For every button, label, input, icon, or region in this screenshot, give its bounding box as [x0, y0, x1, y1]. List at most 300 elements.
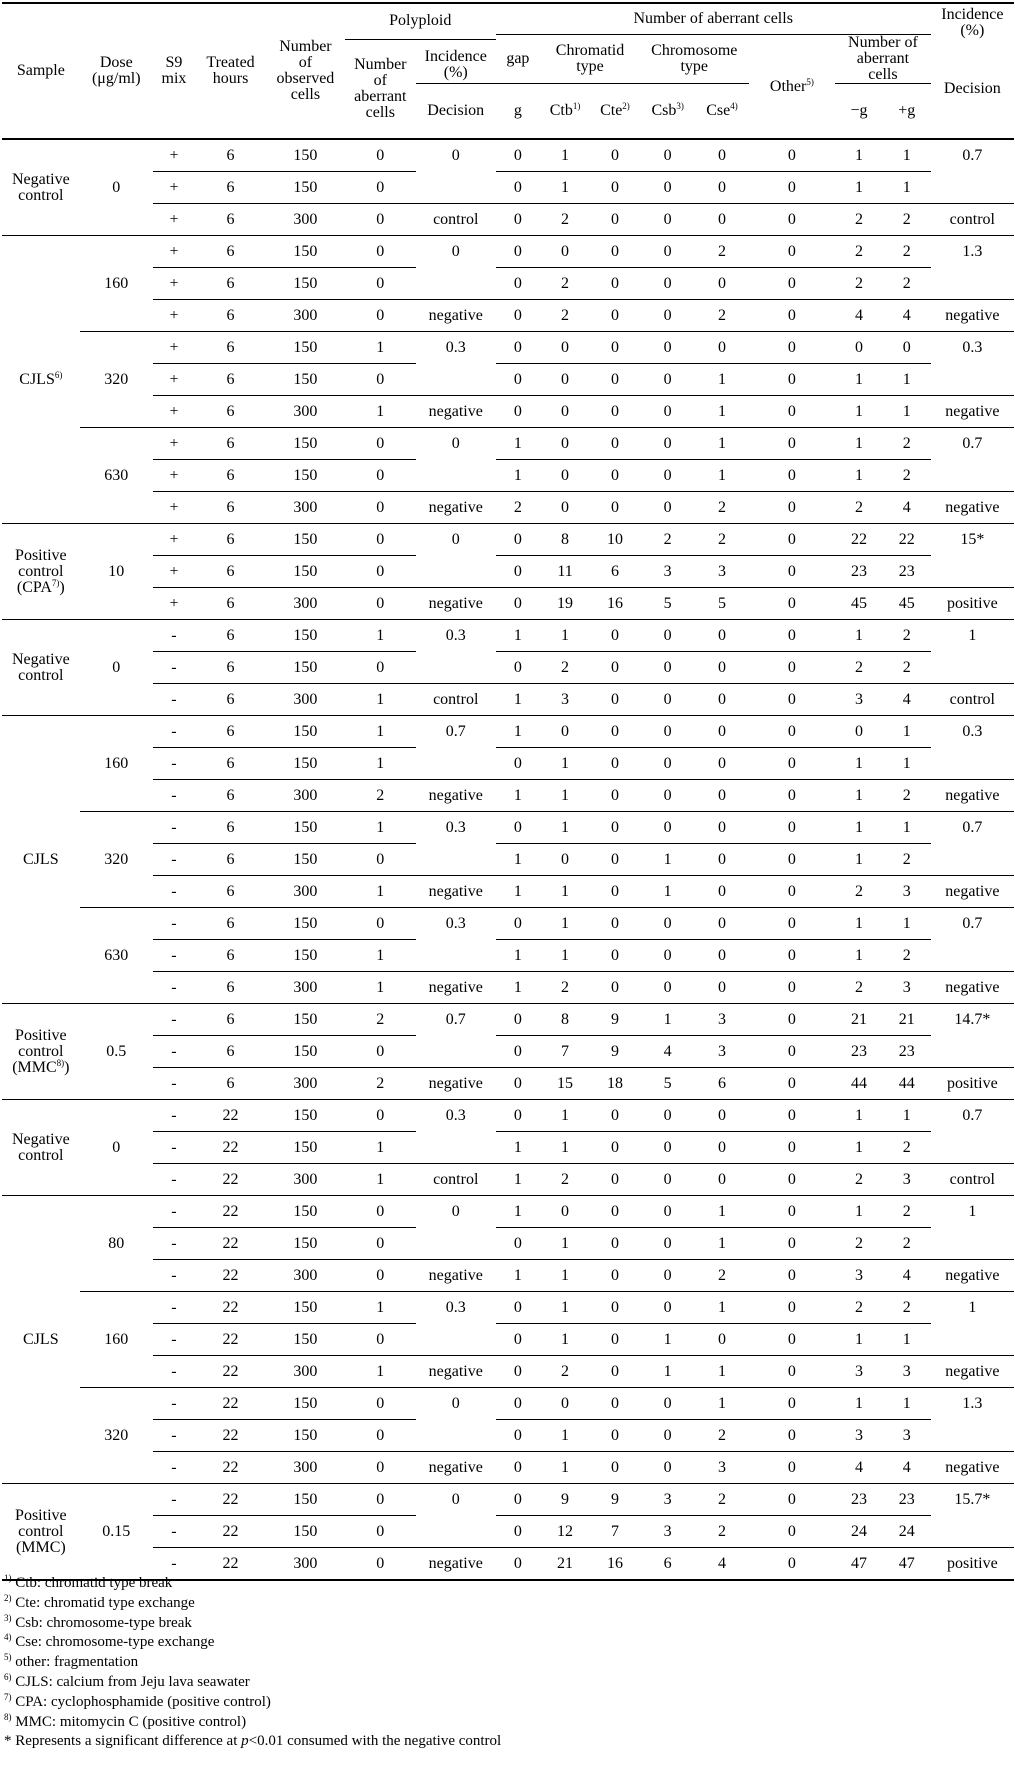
observed-cell: 300 — [266, 1260, 345, 1292]
gap-cell: 0 — [496, 524, 540, 556]
incidence-cell: 0.7 — [931, 139, 1014, 172]
cte-cell: 0 — [590, 876, 640, 908]
table-row — [2, 172, 1014, 204]
polyploid-incidence-cell — [416, 1516, 496, 1548]
hours-cell: 22 — [195, 1164, 266, 1196]
gap-cell: 0 — [496, 364, 540, 396]
table-body — [2, 139, 1014, 1580]
footnote-text: other: fragmentation — [11, 1654, 139, 1671]
significance-note-suffix: <0.01 consumed with the negative control — [248, 1733, 502, 1750]
cse-cell: 1 — [695, 1292, 748, 1324]
other-cell: 0 — [749, 1420, 836, 1452]
minus-g-cell: 1 — [835, 428, 883, 460]
polyploid-incidence-cell — [416, 940, 496, 972]
table-row — [2, 1292, 1014, 1324]
hours-cell: 6 — [195, 972, 266, 1004]
s9-cell: - — [153, 1100, 195, 1132]
plus-g-cell: 1 — [883, 396, 931, 428]
observed-cell: 300 — [266, 492, 345, 524]
hours-cell: 6 — [195, 428, 266, 460]
polyploid-number-cell: 1 — [345, 396, 416, 428]
s9-cell: + — [153, 556, 195, 588]
plus-g-cell: 1 — [883, 1324, 931, 1356]
polyploid-number-cell: 0 — [345, 428, 416, 460]
other-cell: 0 — [749, 332, 836, 364]
dose-cell: 630 — [80, 908, 153, 1004]
gap-cell: 1 — [496, 940, 540, 972]
footnotes — [4, 1574, 501, 1752]
plus-g-cell: 1 — [883, 139, 931, 172]
hours-cell: 6 — [195, 300, 266, 332]
observed-cell: 150 — [266, 1004, 345, 1036]
s9-cell: - — [153, 940, 195, 972]
gap-cell: 1 — [496, 1164, 540, 1196]
observed-cell: 150 — [266, 364, 345, 396]
polyploid-incidence-cell — [416, 460, 496, 492]
cte-cell: 0 — [590, 748, 640, 780]
ctb-cell: 2 — [540, 300, 590, 332]
incidence-cell: 0.3 — [931, 332, 1014, 364]
csb-cell: 6 — [640, 1548, 695, 1581]
plus-g-cell: 21 — [883, 1004, 931, 1036]
decision-header: Decision — [931, 39, 1014, 139]
incidence-cell: negative — [931, 1356, 1014, 1388]
other-cell: 0 — [749, 1068, 836, 1100]
s9-cell: + — [153, 460, 195, 492]
cse-cell: 3 — [695, 1036, 748, 1068]
cte-cell: 0 — [590, 139, 640, 172]
other-cell: 0 — [749, 876, 836, 908]
csb-cell: 0 — [640, 1388, 695, 1420]
cte-cell: 0 — [590, 780, 640, 812]
hours-cell: 22 — [195, 1356, 266, 1388]
table-row — [2, 844, 1014, 876]
gap-cell: 1 — [496, 1132, 540, 1164]
incidence-cell: 0.7 — [931, 908, 1014, 940]
minus-g-cell: 1 — [835, 396, 883, 428]
observed-cell: 150 — [266, 268, 345, 300]
cse-cell: 2 — [695, 1260, 748, 1292]
csb-cell: 0 — [640, 748, 695, 780]
csb-cell: 0 — [640, 364, 695, 396]
cse-cell: 0 — [695, 844, 748, 876]
polyploid-incidence-cell: negative — [416, 876, 496, 908]
polyploid-incidence-cell: 0.7 — [416, 1004, 496, 1036]
incidence-cell: positive — [931, 1068, 1014, 1100]
hours-cell: 6 — [195, 204, 266, 236]
incidence-cell: negative — [931, 396, 1014, 428]
incidence-cell — [931, 748, 1014, 780]
table-row — [2, 524, 1014, 556]
polyploid-incidence-cell: negative — [416, 1548, 496, 1581]
polyploid-incidence-cell — [416, 1228, 496, 1260]
ctb-cell: 0 — [540, 460, 590, 492]
sample-cell — [2, 1004, 80, 1100]
observed-cell: 150 — [266, 236, 345, 268]
footnote-text: MMC: mitomycin C (positive control) — [11, 1713, 247, 1730]
polyploid-incidence-cell: 0 — [416, 1484, 496, 1516]
polyploid-incidence-cell: 0 — [416, 139, 496, 172]
cte-cell: 6 — [590, 556, 640, 588]
table-row — [2, 332, 1014, 364]
cse-cell: 0 — [695, 716, 748, 748]
footnote-text: CJLS: calcium from Jeju lava seawater — [11, 1673, 250, 1690]
ctb-cell: 1 — [540, 908, 590, 940]
cse-cell: 2 — [695, 236, 748, 268]
cse-cell: 1 — [695, 364, 748, 396]
ctb-cell: 2 — [540, 652, 590, 684]
csb-cell: 1 — [640, 1356, 695, 1388]
polyploid-incidence-cell: 0 — [416, 1388, 496, 1420]
other-cell: 0 — [749, 588, 836, 620]
cte-cell: 0 — [590, 908, 640, 940]
polyploid-number-cell: 0 — [345, 556, 416, 588]
polyploid-incidence-cell: negative — [416, 1260, 496, 1292]
polyploid-number-cell: 1 — [345, 940, 416, 972]
cte-cell: 16 — [590, 1548, 640, 1581]
ctb-cell: 7 — [540, 1036, 590, 1068]
cse-cell: 6 — [695, 1068, 748, 1100]
hours-cell: 6 — [195, 780, 266, 812]
ctb-cell: 12 — [540, 1516, 590, 1548]
gap-cell: 0 — [496, 1068, 540, 1100]
observed-cell: 300 — [266, 972, 345, 1004]
s9-cell: - — [153, 1548, 195, 1581]
other-cell: 0 — [749, 236, 836, 268]
polyploid-number-cell: 1 — [345, 1132, 416, 1164]
polyploid-number-cell: 0 — [345, 172, 416, 204]
hours-cell: 6 — [195, 492, 266, 524]
footnote-text: Cse: chromosome-type exchange — [11, 1634, 215, 1651]
hours-cell: 6 — [195, 364, 266, 396]
cte-cell: 0 — [590, 1292, 640, 1324]
incidence-cell — [931, 1228, 1014, 1260]
footnote-number: 1) — [4, 1573, 12, 1583]
incidence-cell: negative — [931, 780, 1014, 812]
ctb-cell: 1 — [540, 812, 590, 844]
plus-g-cell: 4 — [883, 300, 931, 332]
polyploid-number-cell: 0 — [345, 1228, 416, 1260]
table-row — [2, 204, 1014, 236]
csb-cell: 1 — [640, 844, 695, 876]
minus-g-cell: 0 — [835, 332, 883, 364]
polyploid-number-cell: 0 — [345, 139, 416, 172]
plus-g-header: +g — [883, 84, 931, 140]
plus-g-cell: 3 — [883, 1356, 931, 1388]
other-cell: 0 — [749, 972, 836, 1004]
sample-label: CJLS — [23, 1330, 59, 1348]
incidence-cell: 0.7 — [931, 428, 1014, 460]
s9-cell: + — [153, 268, 195, 300]
plus-g-cell: 1 — [883, 1388, 931, 1420]
csb-cell: 1 — [640, 1324, 695, 1356]
incidence-cell — [931, 1516, 1014, 1548]
observed-cell: 150 — [266, 908, 345, 940]
observed-cell: 150 — [266, 844, 345, 876]
cse-cell: 1 — [695, 1196, 748, 1228]
polyploid-number-cell: 1 — [345, 1356, 416, 1388]
s9-cell: - — [153, 652, 195, 684]
sample-cell — [2, 716, 80, 1004]
observed-cell: 150 — [266, 1484, 345, 1516]
gap-cell: 0 — [496, 1324, 540, 1356]
csb-cell: 3 — [640, 1516, 695, 1548]
plus-g-cell: 1 — [883, 812, 931, 844]
csb-cell: 5 — [640, 1068, 695, 1100]
ctb-cell: 1 — [540, 780, 590, 812]
observed-cell: 300 — [266, 780, 345, 812]
minus-g-cell: 45 — [835, 588, 883, 620]
gap-cell: 1 — [496, 428, 540, 460]
polyploid-incidence-cell: 0.3 — [416, 1292, 496, 1324]
cte-cell: 0 — [590, 460, 640, 492]
csb-cell: 4 — [640, 1036, 695, 1068]
table-row — [2, 940, 1014, 972]
sample-cell — [2, 139, 80, 236]
table-row — [2, 139, 1014, 172]
polyploid-incidence-cell — [416, 556, 496, 588]
csb-header: Csb$^{3)}$ — [640, 84, 695, 140]
s9-cell: + — [153, 524, 195, 556]
cse-cell: 0 — [695, 652, 748, 684]
cse-cell: 0 — [695, 1100, 748, 1132]
csb-cell: 0 — [640, 908, 695, 940]
other-cell: 0 — [749, 1548, 836, 1581]
plus-g-cell: 2 — [883, 204, 931, 236]
cse-cell: 1 — [695, 1228, 748, 1260]
hours-cell: 6 — [195, 172, 266, 204]
polyploid-number-cell: 0 — [345, 1420, 416, 1452]
table-row — [2, 972, 1014, 1004]
plus-g-cell: 2 — [883, 1228, 931, 1260]
gap-cell: 1 — [496, 620, 540, 652]
other-cell: 0 — [749, 844, 836, 876]
other-cell: 0 — [749, 780, 836, 812]
minus-g-cell: 0 — [835, 716, 883, 748]
hours-cell: 22 — [195, 1292, 266, 1324]
ctb-cell: 0 — [540, 332, 590, 364]
ctb-cell: 1 — [540, 940, 590, 972]
plus-g-cell: 45 — [883, 588, 931, 620]
table-row — [2, 236, 1014, 268]
observed-cell: 150 — [266, 1132, 345, 1164]
ctb-cell: 2 — [540, 204, 590, 236]
dose-cell: 80 — [80, 1196, 153, 1292]
cte-cell: 0 — [590, 940, 640, 972]
csb-cell: 0 — [640, 492, 695, 524]
s9-cell: + — [153, 396, 195, 428]
minus-g-cell: 1 — [835, 139, 883, 172]
s9-cell: - — [153, 876, 195, 908]
poly-inc-header: Incidence (%) — [416, 39, 496, 84]
plus-g-cell: 0 — [883, 332, 931, 364]
sample-cell — [2, 1100, 80, 1196]
footnote-text: Ctb: chromatid type break — [11, 1575, 173, 1591]
gap-cell: 0 — [496, 139, 540, 172]
cse-cell: 4 — [695, 1548, 748, 1581]
polyploid-header: Polyploid — [345, 3, 496, 39]
s9-cell: - — [153, 1516, 195, 1548]
dose-cell: 320 — [80, 332, 153, 428]
plus-g-cell: 2 — [883, 236, 931, 268]
plus-g-cell: 3 — [883, 1164, 931, 1196]
other-cell: 0 — [749, 364, 836, 396]
observed-cell: 300 — [266, 396, 345, 428]
ctb-cell: 0 — [540, 396, 590, 428]
polyploid-number-cell: 2 — [345, 1004, 416, 1036]
cse-cell: 1 — [695, 428, 748, 460]
polyploid-incidence-cell — [416, 172, 496, 204]
polyploid-incidence-cell — [416, 844, 496, 876]
s9-cell: - — [153, 1228, 195, 1260]
polyploid-incidence-cell — [416, 1036, 496, 1068]
s9-cell: + — [153, 428, 195, 460]
incidence-cell — [931, 1324, 1014, 1356]
csb-cell: 0 — [640, 716, 695, 748]
cte-cell: 0 — [590, 1164, 640, 1196]
ctb-cell: 1 — [540, 1452, 590, 1484]
observed-cell: 150 — [266, 1324, 345, 1356]
ctb-cell: 0 — [540, 716, 590, 748]
plus-g-cell: 23 — [883, 556, 931, 588]
polyploid-incidence-cell: negative — [416, 1452, 496, 1484]
minus-g-cell: 3 — [835, 1260, 883, 1292]
observed-cell: 300 — [266, 1356, 345, 1388]
footnote-text: Cte: chromatid type exchange — [11, 1594, 195, 1611]
incidence-cell — [931, 268, 1014, 300]
csb-cell: 0 — [640, 332, 695, 364]
minus-g-cell: 4 — [835, 1452, 883, 1484]
polyploid-incidence-cell: 0 — [416, 524, 496, 556]
cse-cell: 0 — [695, 876, 748, 908]
col-treated-header: Treated hours — [195, 3, 266, 139]
cte-cell: 0 — [590, 972, 640, 1004]
table-row — [2, 396, 1014, 428]
incidence-cell — [931, 1036, 1014, 1068]
polyploid-incidence-cell: negative — [416, 492, 496, 524]
table-row — [2, 1036, 1014, 1068]
gap-cell: 0 — [496, 908, 540, 940]
observed-cell: 300 — [266, 684, 345, 716]
observed-cell: 150 — [266, 1100, 345, 1132]
other-cell: 0 — [749, 1388, 836, 1420]
observed-cell: 150 — [266, 139, 345, 172]
incidence-cell: 15* — [931, 524, 1014, 556]
cte-cell: 0 — [590, 1132, 640, 1164]
dose-cell: 0 — [80, 139, 153, 236]
cte-cell: 0 — [590, 1100, 640, 1132]
ctb-cell: 1 — [540, 172, 590, 204]
plus-g-cell: 2 — [883, 940, 931, 972]
observed-cell: 300 — [266, 1548, 345, 1581]
ctb-cell: 8 — [540, 524, 590, 556]
csb-cell: 3 — [640, 556, 695, 588]
cte-cell: 0 — [590, 204, 640, 236]
hours-cell: 22 — [195, 1548, 266, 1581]
gap-cell: 1 — [496, 972, 540, 1004]
ctb-cell: 2 — [540, 972, 590, 1004]
polyploid-number-cell: 0 — [345, 204, 416, 236]
footnote-line — [4, 1633, 501, 1653]
polyploid-incidence-cell: negative — [416, 1068, 496, 1100]
hours-cell: 22 — [195, 1260, 266, 1292]
minus-g-cell: 23 — [835, 556, 883, 588]
sample-label: Positive — [15, 1506, 67, 1524]
polyploid-number-cell: 1 — [345, 812, 416, 844]
observed-cell: 150 — [266, 1196, 345, 1228]
hours-cell: 6 — [195, 812, 266, 844]
table-row — [2, 268, 1014, 300]
ctb-header: Ctb$^{1)}$ — [540, 84, 590, 140]
csb-cell: 0 — [640, 300, 695, 332]
table-row — [2, 908, 1014, 940]
s9-cell: - — [153, 1068, 195, 1100]
minus-g-cell: 1 — [835, 1100, 883, 1132]
plus-g-cell: 2 — [883, 780, 931, 812]
cse-cell: 1 — [695, 1356, 748, 1388]
polyploid-number-cell: 0 — [345, 908, 416, 940]
gap-cell: 0 — [496, 332, 540, 364]
observed-cell: 150 — [266, 172, 345, 204]
csb-cell: 0 — [640, 1100, 695, 1132]
s9-cell: - — [153, 972, 195, 1004]
gap-cell: 2 — [496, 492, 540, 524]
polyploid-number-cell: 0 — [345, 1196, 416, 1228]
cse-cell: 0 — [695, 332, 748, 364]
minus-g-cell: 1 — [835, 1196, 883, 1228]
plus-g-cell: 23 — [883, 1036, 931, 1068]
gap-cell: 0 — [496, 172, 540, 204]
dose-cell: 10 — [80, 524, 153, 620]
dose-cell: 160 — [80, 236, 153, 332]
csb-cell: 0 — [640, 139, 695, 172]
cse-cell: 0 — [695, 268, 748, 300]
plus-g-cell: 1 — [883, 908, 931, 940]
polyploid-number-cell: 1 — [345, 684, 416, 716]
other-cell: 0 — [749, 1100, 836, 1132]
hours-cell: 6 — [195, 556, 266, 588]
polyploid-incidence-cell: 0.3 — [416, 332, 496, 364]
cte-cell: 0 — [590, 492, 640, 524]
s9-cell: - — [153, 1452, 195, 1484]
cte-cell: 0 — [590, 1324, 640, 1356]
hours-cell: 22 — [195, 1452, 266, 1484]
other-cell: 0 — [749, 204, 836, 236]
plus-g-cell: 1 — [883, 748, 931, 780]
ctb-cell: 2 — [540, 1164, 590, 1196]
polyploid-incidence-cell — [416, 268, 496, 300]
sample-footnote-ref: 8) — [56, 1057, 65, 1068]
other-cell: 0 — [749, 1164, 836, 1196]
footnote-number: 6) — [4, 1671, 12, 1682]
cse-cell: 0 — [695, 972, 748, 1004]
ctb-cell: 1 — [540, 1100, 590, 1132]
csb-cell: 0 — [640, 172, 695, 204]
s9-cell: - — [153, 1356, 195, 1388]
ctb-cell: 1 — [540, 139, 590, 172]
sample-label: (MMC — [12, 1058, 57, 1076]
s9-cell: - — [153, 1292, 195, 1324]
csb-cell: 0 — [640, 1164, 695, 1196]
gap-cell: 0 — [496, 812, 540, 844]
other-cell: 0 — [749, 492, 836, 524]
incidence-cell: 0.3 — [931, 716, 1014, 748]
footnote-line — [4, 1614, 501, 1634]
plus-g-cell: 4 — [883, 1452, 931, 1484]
csb-cell: 0 — [640, 204, 695, 236]
observed-cell: 150 — [266, 1228, 345, 1260]
other-cell: 0 — [749, 1196, 836, 1228]
